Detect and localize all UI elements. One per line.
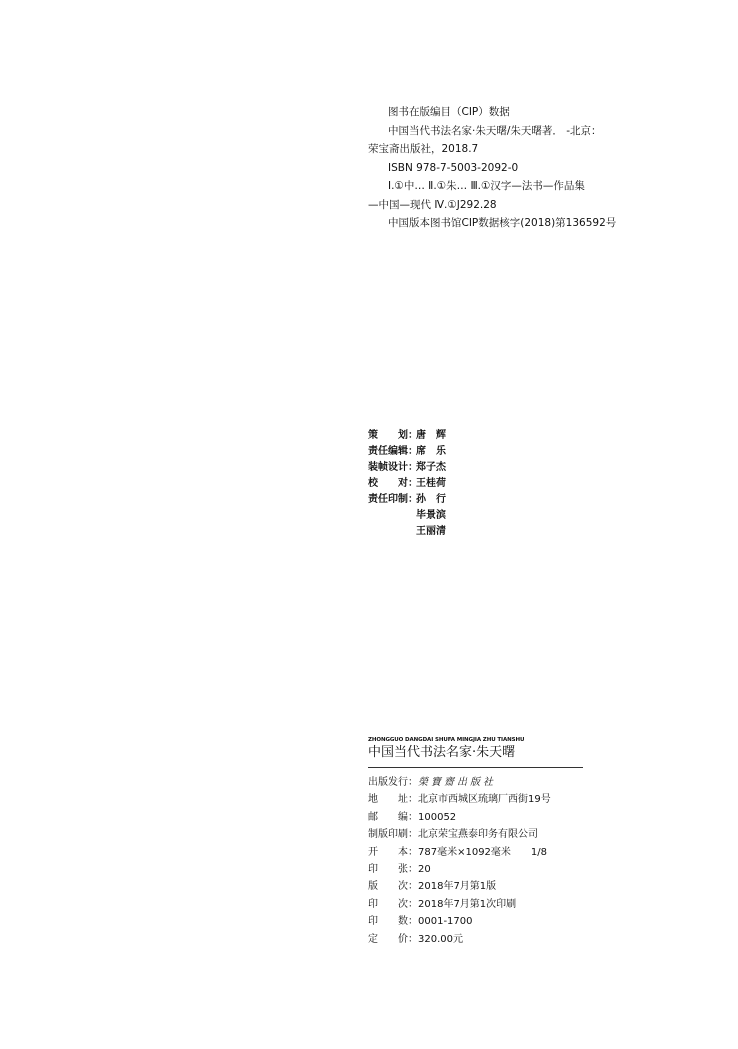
credit-row	[368, 476, 446, 492]
credit-row	[368, 492, 446, 508]
credit-role: 责任印制：	[368, 494, 418, 505]
credit-row	[368, 444, 446, 460]
pub-row	[368, 844, 628, 861]
divider	[368, 767, 583, 768]
credit-role	[368, 524, 416, 540]
credit-row	[368, 524, 446, 540]
credit-role: 装帧设计：	[368, 462, 418, 473]
pub-label: 地 址：	[368, 794, 418, 806]
pub-value: 0001-1700	[418, 916, 473, 928]
credit-name: 毕景滨	[416, 510, 446, 521]
pub-row	[368, 861, 628, 878]
cip-classification-1: Ⅰ.①中… Ⅱ.①朱… Ⅲ.①汉字—法书—作品集	[388, 180, 585, 192]
book-title: 中国当代书法名家·朱天曙	[368, 745, 516, 760]
pub-label: 邮 编：	[368, 811, 418, 823]
credit-name: 孙 行	[416, 494, 446, 505]
cip-heading: 图书在版编目（CIP）数据	[388, 106, 510, 118]
pub-row	[368, 931, 628, 948]
credit-row	[368, 508, 446, 524]
pub-row	[368, 809, 628, 826]
pub-label: 印 次：	[368, 898, 418, 910]
pub-value: 2018年7月第1版	[418, 881, 497, 893]
cip-publisher-line: 荣宝斋出版社，2018.7	[368, 143, 479, 155]
cip-core-number: 中国版本图书馆CIP数据核字(2018)第136592号	[388, 217, 617, 229]
pub-label: 版 次：	[368, 881, 418, 893]
pub-label: 印 数：	[368, 916, 418, 928]
credit-name: 王桂荷	[416, 478, 446, 489]
pub-label: 制版印刷：	[368, 829, 418, 841]
pub-value: 100052	[418, 811, 457, 823]
credit-role	[368, 508, 416, 524]
pub-row	[368, 896, 628, 913]
pub-value: 787毫米×1092毫米 1/8	[418, 846, 548, 858]
cip-block	[368, 103, 698, 233]
credit-role: 策 划：	[368, 430, 418, 441]
publication-info	[368, 736, 628, 948]
pub-row	[368, 913, 628, 930]
pub-value: 2018年7月第1次印刷	[418, 898, 517, 910]
pub-label: 定 价：	[368, 933, 418, 945]
pub-row	[368, 826, 628, 843]
pub-row	[368, 774, 628, 791]
cip-isbn: ISBN 978-7-5003-2092-0	[388, 161, 519, 174]
pub-label: 印 张：	[368, 864, 418, 876]
credits-block	[368, 428, 446, 540]
book-title-pinyin: ZHONGGUO DANGDAI SHUFA MINGJIA ZHU TIANSHU	[368, 737, 525, 743]
pub-value: 20	[418, 864, 431, 876]
publisher-logo: 榮寶齋出版社	[418, 777, 496, 788]
credit-row	[368, 428, 446, 444]
credit-name: 席 乐	[416, 446, 446, 457]
credit-name: 王丽清	[416, 526, 446, 537]
credit-role: 校 对：	[368, 478, 418, 489]
cip-classification-2: —中国—现代 Ⅳ.①J292.28	[368, 198, 497, 211]
credit-row	[368, 460, 446, 476]
pub-row	[368, 878, 628, 895]
credit-role: 责任编辑：	[368, 446, 418, 457]
pub-label: 出版发行：	[368, 777, 418, 788]
pub-row	[368, 791, 628, 808]
pub-value: 北京荣宝燕泰印务有限公司	[418, 829, 538, 841]
pub-label: 开 本：	[368, 846, 418, 858]
credit-name: 唐 辉	[416, 430, 446, 441]
credit-name: 郑子杰	[416, 462, 446, 473]
cip-title-line: 中国当代书法名家·朱天曙/朱天曙著． -北京：	[388, 124, 602, 137]
pub-value: 北京市西城区琉璃厂西街19号	[418, 794, 551, 806]
pub-value: 320.00元	[418, 933, 463, 945]
